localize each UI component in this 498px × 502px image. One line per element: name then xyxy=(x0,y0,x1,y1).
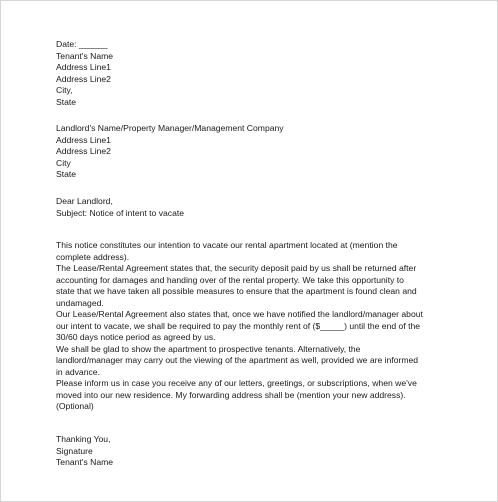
sender-block xyxy=(56,39,113,108)
body-line: undamaged. xyxy=(56,297,104,308)
letter-body xyxy=(56,240,423,413)
body-line: moved into our new residence. My forwarding address shall be (mention your new address). xyxy=(56,389,406,400)
body-paragraph-2 xyxy=(56,263,423,309)
body-line: We shall be glad to show the apartment to prospective tenants. Alternatively, the xyxy=(56,343,361,354)
body-line: accounting for damages and handing over of the rental property. We take this opportunity to xyxy=(56,274,404,285)
sender-state: State xyxy=(56,96,77,107)
signature-line: Signature xyxy=(56,445,93,456)
subject-line: Subject: Notice of intent to vacate xyxy=(56,207,185,218)
recipient-address-line1: Address Line1 xyxy=(56,134,111,145)
body-line: landlord/manager may carry out the viewing of the apartment as well, provided we are informed xyxy=(56,355,419,365)
body-line: in advance. xyxy=(56,366,100,377)
greeting-block xyxy=(56,196,184,219)
body-line: our intent to vacate, we shall be required to pay the monthly rent of ($_____) until the end of the xyxy=(56,320,421,331)
recipient-name: Landlord's Name/Property Manager/Management Company xyxy=(56,123,284,133)
body-line: This notice constitutes our intention to vacate our rental apartment located at (mention the xyxy=(56,240,398,250)
sender-city: City, xyxy=(56,85,73,95)
body-paragraph-4 xyxy=(56,344,423,379)
salutation: Dear Landlord, xyxy=(56,196,113,206)
sender-address-line1: Address Line1 xyxy=(56,62,111,72)
body-line: The Lease/Rental Agreement states that, the security deposit paid by us shall be returned after xyxy=(56,263,417,273)
body-line: complete address). xyxy=(56,251,130,262)
body-line: (Optional) xyxy=(56,401,94,411)
recipient-block xyxy=(56,123,284,181)
body-paragraph-1 xyxy=(56,240,423,263)
closing-tenant-name: Tenant's Name xyxy=(56,457,114,467)
recipient-city: City xyxy=(56,157,71,168)
body-line: 30/60 days notice period as agreed by us. xyxy=(56,332,216,342)
recipient-address-line2: Address Line2 xyxy=(56,146,111,156)
sender-name: Tenant's Name xyxy=(56,50,114,61)
body-line: state that we have taken all possible measures to ensure that the apartment is found clean and xyxy=(56,286,417,296)
body-paragraph-5 xyxy=(56,378,423,413)
sender-address-line2: Address Line2 xyxy=(56,73,111,84)
body-paragraph-3 xyxy=(56,309,423,344)
valediction: Thanking You, xyxy=(56,434,111,444)
date-line: Date: ______ xyxy=(56,39,108,49)
recipient-state: State xyxy=(56,169,77,179)
closing-block xyxy=(56,434,113,469)
body-line: Please inform us in case you receive any of our letters, greetings, or subscriptions, when we've xyxy=(56,378,417,388)
body-line: Our Lease/Rental Agreement also states that, once we have notified the landlord/manager about xyxy=(56,309,423,319)
